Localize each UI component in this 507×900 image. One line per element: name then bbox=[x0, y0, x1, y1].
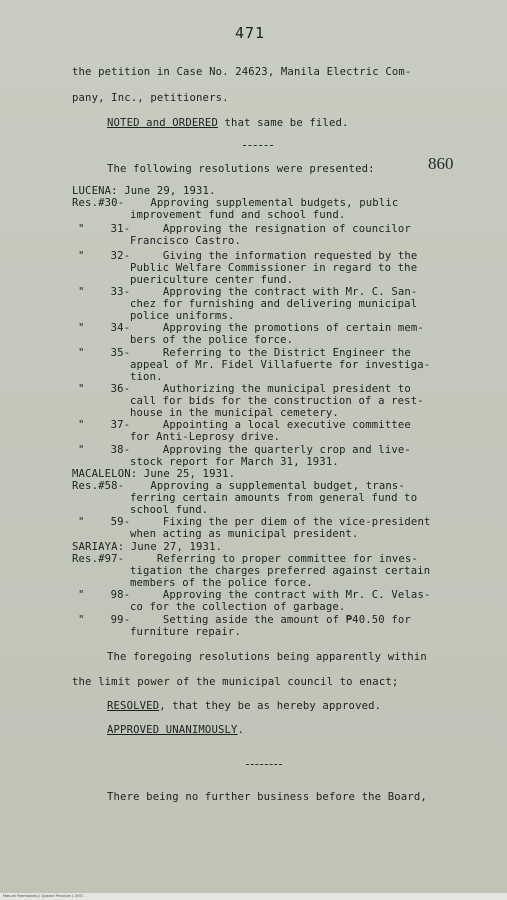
document-line: appeal of Mr. Fidel Villafuerte for investiga- bbox=[130, 359, 431, 371]
document-line: when acting as municipal president. bbox=[130, 528, 359, 540]
document-line: The following resolutions were presented: bbox=[107, 163, 375, 175]
document-line: call for bids for the construction of a rest- bbox=[130, 395, 424, 407]
document-line: the petition in Case No. 24623, Manila Electric Com- bbox=[72, 66, 412, 78]
document-line: " 33- Approving the contract with Mr. C. San- bbox=[78, 286, 418, 298]
separator-dashes bbox=[246, 764, 282, 765]
document-line: LUCENA: June 29, 1931. bbox=[72, 185, 216, 197]
document-line: " 31- Approving the resignation of councilor bbox=[78, 223, 411, 235]
document-line: The foregoing resolutions being apparently within bbox=[107, 651, 427, 663]
document-line: improvement fund and school fund. bbox=[130, 209, 346, 221]
document-line: pany, Inc., petitioners. bbox=[72, 92, 229, 104]
document-line: Res.#58- Approving a supplemental budget, trans- bbox=[72, 480, 405, 492]
document-line: co for the collection of garbage. bbox=[130, 601, 346, 613]
document-line: NOTED and ORDERED that same be filed. bbox=[107, 117, 349, 129]
document-line: the limit power of the municipal council to enact; bbox=[72, 676, 399, 688]
document-line: ferring certain amounts from general fund to bbox=[130, 492, 418, 504]
document-line: for Anti-Leprosy drive. bbox=[130, 431, 281, 443]
document-line: " 35- Referring to the District Engineer the bbox=[78, 347, 411, 359]
document-line: bers of the police force. bbox=[130, 334, 294, 346]
document-line: puericulture center fund. bbox=[130, 274, 294, 286]
document-line: " 32- Giving the information requested by the bbox=[78, 250, 418, 262]
document-line: " 98- Approving the contract with Mr. C. Velas- bbox=[78, 589, 431, 601]
document-line: tigation the charges preferred against certain bbox=[130, 565, 431, 577]
footer-text: Manuel Frameworks | Quezon Province | 1931 bbox=[3, 894, 84, 898]
document-line: Francisco Castro. bbox=[130, 235, 241, 247]
document-line: tion. bbox=[130, 371, 163, 383]
document-line: SARIAYA: June 27, 1931. bbox=[72, 541, 223, 553]
document-line: school fund. bbox=[130, 504, 209, 516]
document-line: " 99- Setting aside the amount of ₱40.50 for bbox=[78, 614, 411, 626]
document-line: Res.#30- Approving supplemental budgets, public bbox=[72, 197, 399, 209]
document-line: Res.#97- Referring to proper committee for inves- bbox=[72, 553, 418, 565]
document-line: APPROVED UNANIMOUSLY. bbox=[107, 724, 245, 736]
document-line: members of the police force. bbox=[130, 577, 313, 589]
scan-footer bbox=[0, 893, 507, 900]
document-line: RESOLVED, that they be as hereby approved. bbox=[107, 700, 382, 712]
document-line: furniture repair. bbox=[130, 626, 241, 638]
document-line: MACALELON: June 25, 1931. bbox=[72, 468, 236, 480]
document-line: " 36- Authorizing the municipal president to bbox=[78, 383, 411, 395]
document-line: " 37- Appointing a local executive committee bbox=[78, 419, 411, 431]
document-line: stock report for March 31, 1931. bbox=[130, 456, 339, 468]
document-line: " 38- Approving the quarterly crop and live- bbox=[78, 444, 411, 456]
separator-dashes bbox=[243, 145, 273, 146]
document-line: house in the municipal cemetery. bbox=[130, 407, 339, 419]
page-number: 471 bbox=[235, 24, 266, 42]
document-line: chez for furnishing and delivering municipal bbox=[130, 298, 418, 310]
document-line: " 34- Approving the promotions of certain mem- bbox=[78, 322, 424, 334]
document-line: police uniforms. bbox=[130, 310, 235, 322]
document-line: " 59- Fixing the per diem of the vice-president bbox=[78, 516, 431, 528]
document-line: There being no further business before the Board, bbox=[107, 791, 427, 803]
document-line: Public Welfare Commissioner in regard to the bbox=[130, 262, 418, 274]
handwritten-page-number: 860 bbox=[428, 154, 454, 173]
